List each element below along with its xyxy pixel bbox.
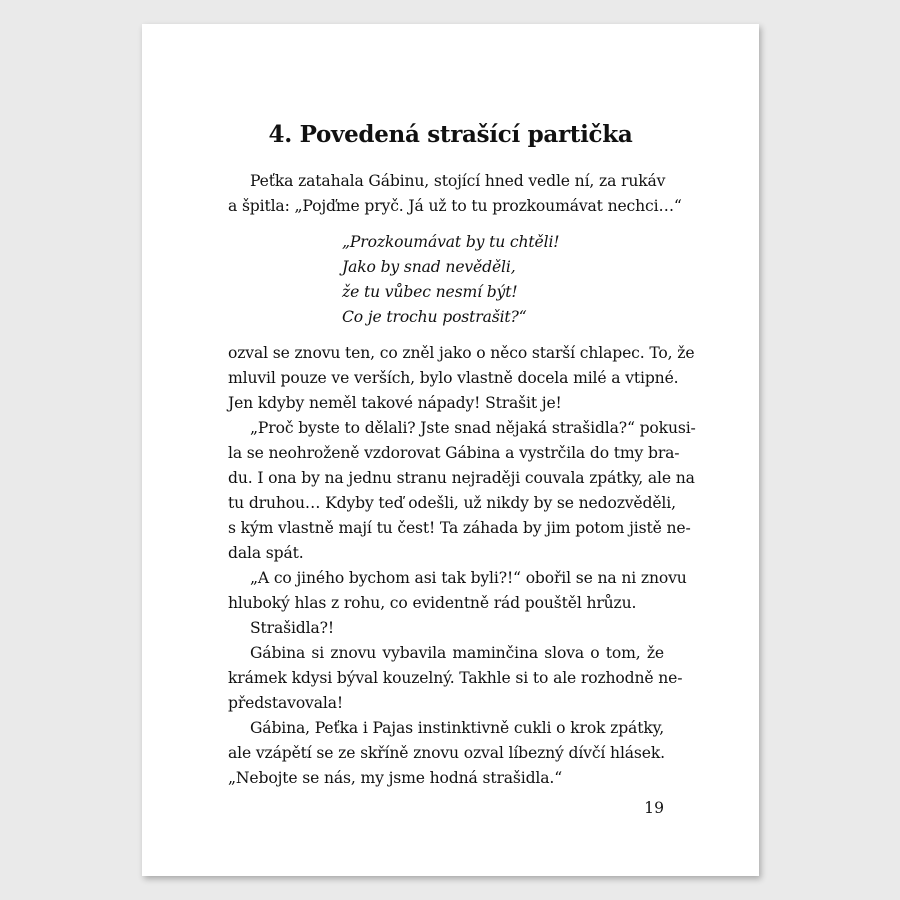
paragraph-6-line-2: krámek kdysi býval kouzelný. Takhle si to ale rozhodně ne- [228,669,683,687]
paragraph-3-line-5: s kým vlastně mají tu čest! Ta záhada by jim potom jistě ne- [228,519,691,537]
verse-line-1: „Prozkoumávat by tu chtěli! [342,233,560,251]
paragraph-3-line-2: la se neohroženě vzdorovat Gábina a vystrčila do tmy bra- [228,444,680,462]
paragraph-6-line-3: představovala! [228,694,343,712]
paragraph-1-line-2: a špitla: „Pojďme pryč. Já už to tu prozkoumávat nechci…“ [228,197,682,215]
book-page [142,24,759,876]
paragraph-1-line-1: Peťka zatahala Gábinu, stojící hned vedle ní, za rukáv [250,172,666,190]
paragraph-3-line-1: „Proč byste to dělali? Jste snad nějaká strašidla?“ pokusi- [250,419,696,437]
paragraph-7-line-2: ale vzápětí se ze skříně znovu ozval líbezný dívčí hlásek. [228,744,665,762]
verse-line-4: Co je trochu postrašit?“ [342,308,527,326]
paragraph-3-line-4: tu druhou… Kdyby teď odešli, už nikdy by se nedozvěděli, [228,494,676,512]
paragraph-2-line-1: ozval se znovu ten, co zněl jako o něco starší chlapec. To, že [228,344,695,362]
paragraph-3-line-6: dala spát. [228,544,304,562]
paragraph-4-line-1: „A co jiného bychom asi tak byli?!“ obořil se na ni znovu [250,569,687,587]
paragraph-3-line-3: du. I ona by na jednu stranu nejraději couvala zpátky, ale na [228,469,695,487]
verse-line-3: že tu vůbec nesmí být! [342,283,518,301]
paragraph-5-line-1: Strašidla?! [250,619,334,637]
paragraph-2-line-2: mluvil pouze ve verších, bylo vlastně docela milé a vtipné. [228,369,679,387]
paragraph-4-line-2: hluboký hlas z rohu, co evidentně rád pouštěl hrůzu. [228,594,637,612]
page-number: 19 [644,799,664,817]
paragraph-2-line-3: Jen kdyby neměl takové nápady! Strašit je! [228,394,562,412]
paragraph-7-line-1: Gábina, Peťka i Pajas instinktivně cukli o krok zpátky, [250,719,665,737]
paragraph-7-line-3: „Nebojte se nás, my jsme hodná strašidla.“ [228,769,563,787]
paragraph-6-line-1: Gábina si znovu vybavila maminčina slova o tom, že [250,644,664,662]
verse-line-2: Jako by snad nevěděli, [342,258,516,276]
chapter-title: 4. Povedená strašící partička [268,121,633,148]
